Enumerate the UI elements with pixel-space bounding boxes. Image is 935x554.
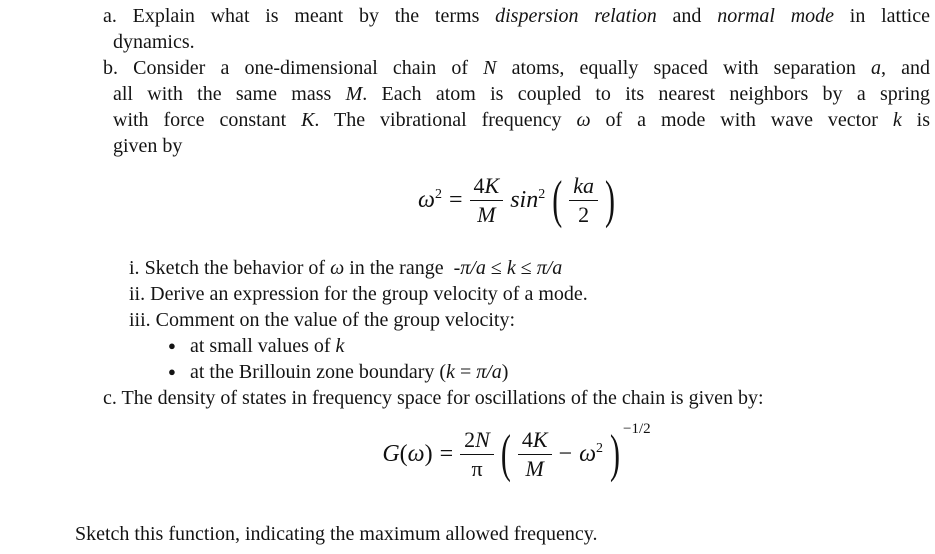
superscript: 2 [538, 187, 546, 203]
fraction-denominator: M [525, 456, 544, 482]
fraction-ka-over-2 [569, 173, 598, 229]
line-text: at the Brillouin zone boundary (k = π/a) [190, 360, 509, 383]
close-paren: ) [604, 171, 615, 229]
G-omega-term: G(ω) [382, 441, 433, 468]
exponent-minus-one-half: −1/2 [623, 420, 651, 437]
line-text: with force constant K. The vibrational frequency ω of a mode with wave vector k is [113, 109, 931, 131]
problem-item-a-line-2 [113, 29, 930, 55]
omega-symbol: ω [579, 441, 597, 468]
problem-item-b-line-4 [113, 133, 930, 159]
line-text: Consider a one-dimensional chain of N atoms, equally spaced with separation a, and [133, 57, 930, 79]
line-text: at small values of k [190, 334, 345, 357]
minus-sign: − [558, 441, 573, 468]
open-paren: ( [552, 171, 563, 229]
list-marker-c: c. [103, 386, 117, 409]
fraction-denominator: M [477, 202, 496, 228]
fraction-4K-over-M [470, 173, 504, 229]
problem-item-b-line-1 [103, 55, 930, 81]
problem-item-b-line-2 [113, 81, 930, 107]
line-text: Comment on the value of the group velocity: [155, 308, 516, 331]
equals-sign: = [439, 441, 454, 468]
fraction-denominator: 2 [578, 202, 590, 228]
bullet-icon: ● [168, 363, 176, 379]
fraction-2N-over-pi [460, 427, 494, 483]
superscript: 2 [434, 187, 442, 203]
line-text: all with the same mass M. Each atom is coupled to its nearest neighbors by a spring [113, 83, 930, 105]
bullet-item-small-k [168, 333, 935, 359]
line-text: The density of states in frequency space for oscillations of the chain is given by: [121, 386, 764, 409]
list-marker-ii: ii. [129, 282, 146, 305]
sin-squared-term [510, 187, 545, 214]
list-marker-b: b. [103, 57, 118, 79]
list-marker-iii: iii. [129, 308, 151, 331]
problem-item-b-line-3 [113, 107, 930, 133]
equation [418, 173, 615, 229]
fraction-numerator: ka [569, 173, 598, 201]
line-text: Sketch this function, indicating the maximum allowed frequency. [75, 522, 598, 545]
superscript: 2 [596, 441, 604, 457]
line-text: given by [113, 135, 183, 157]
equals-sign: = [448, 187, 463, 214]
line-text: dynamics. [113, 31, 195, 53]
omega-symbol: ω [418, 187, 435, 214]
close-paren: ) [610, 424, 621, 483]
problem-item-a-line-1 [103, 3, 930, 29]
subitem-iii [129, 307, 935, 333]
bullet-icon: ● [168, 337, 176, 353]
line-text: Explain what is meant by the terms dispersion relation and normal mode in lattice [132, 5, 930, 27]
list-marker-a: a. [103, 5, 117, 27]
fraction-4K-over-M [518, 427, 552, 483]
subitem-i [129, 255, 935, 281]
problem-item-c-line-1 [103, 385, 930, 411]
subitem-ii [129, 281, 935, 307]
fraction-denominator: π [471, 456, 483, 482]
sin-function: sin [510, 187, 539, 214]
fraction-numerator: 4K [518, 427, 552, 455]
omega-squared-term [579, 441, 603, 468]
omega-squared-term [418, 187, 442, 214]
line-text: Derive an expression for the group velocity of a mode. [150, 282, 588, 305]
fraction-numerator: 2N [460, 427, 494, 455]
equation [382, 420, 651, 483]
open-paren: ( [500, 424, 511, 483]
list-marker-i: i. [129, 256, 140, 279]
bullet-item-brillouin-boundary [168, 359, 935, 385]
fraction-numerator: 4K [470, 173, 504, 201]
line-text: Sketch the behavior of ω in the range -π/a ≤ k ≤ π/a [144, 256, 563, 279]
closing-instruction [75, 521, 935, 547]
density-of-states-formula [103, 420, 930, 483]
dispersion-relation-formula [103, 173, 930, 229]
